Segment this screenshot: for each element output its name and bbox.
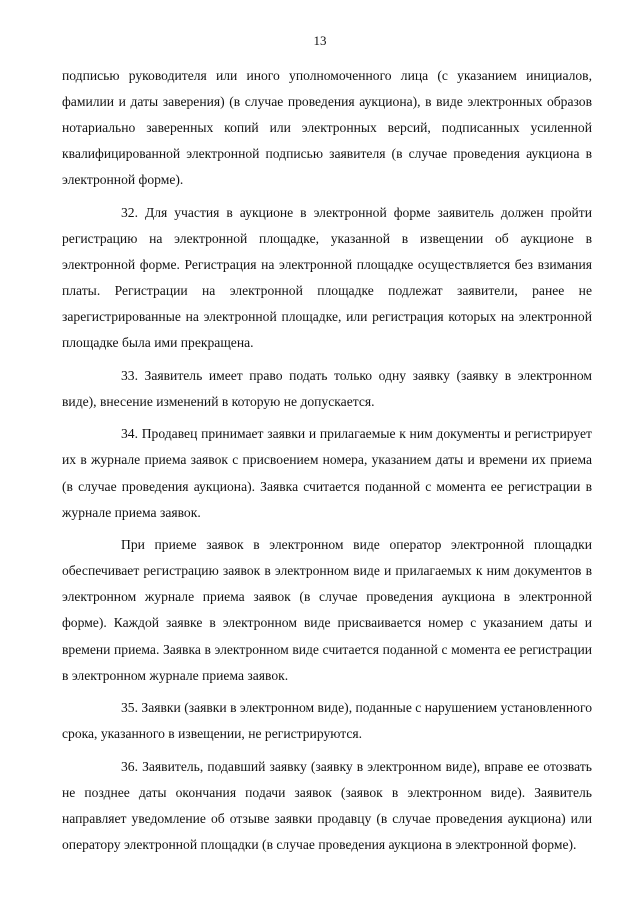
paragraph-33: 33. Заявитель имеет право подать только одну заявку (заявку в электронном виде), внесение изменений в которую не допускается. — [62, 367, 592, 409]
paragraph-36: 36. Заявитель, подавший заявку (заявку в электронном виде), вправе ее отозвать не позднее даты окончания подачи заявок (заявок в электронном виде). Заявитель направляет уведомление об отзыве заявки продавцу (в случае проведения аукциона) или оператору электронной площадки (в случае проведения аукциона в электронной форме). — [62, 758, 592, 852]
paragraph-34-electronic: При приеме заявок в электронном виде оператор электронной площадки обеспечивает регистрацию заявок в электронном виде и прилагаемых к ним документов в электронном журнале приема заявок (в случае проведения аукциона в электронной форме). Каждой заявке в электронном виде присваивается номер с указанием даты и времени приема. Заявка в электронном виде считается поданной с момента ее регистрации в электронном журнале приема заявок. — [62, 537, 592, 683]
page-number: 13 — [313, 33, 327, 48]
paragraph-35: 35. Заявки (заявки в электронном виде), поданные с нарушением установленного срока, указанного в извещении, не регистрируются. — [62, 700, 592, 742]
paragraph-continuation: подписью руководителя или иного уполномоченного лица (с указанием инициалов, фамилии и даты заверения) (в случае проведения аукциона), в виде электронных образов нотариально заверенных копий или электронных версий, подписанных усиленной квалифицированной электронной подписью заявителя (в случае проведения аукциона в электронной форме). — [62, 68, 592, 188]
document-body — [62, 63, 592, 858]
paragraph-32: 32. Для участия в аукционе в электронной форме заявитель должен пройти регистрацию на электронной площадке, указанной в извещении об аукционе в электронной форме. Регистрация на электронной площадке осуществляется без взимания платы. Регистрации на электронной площадке подлежат заявители, ранее не зарегистрированные на электронной площадке, или регистрация которых на электронной площадке была ими прекращена. — [62, 204, 592, 351]
paragraph-34: 34. Продавец принимает заявки и прилагаемые к ним документы и регистрирует их в журнале приема заявок с присвоением номера, указанием даты и времени их приема (в случае проведения аукциона). Заявка считается поданной с момента ее регистрации в журнале приема заявок. — [62, 426, 592, 520]
